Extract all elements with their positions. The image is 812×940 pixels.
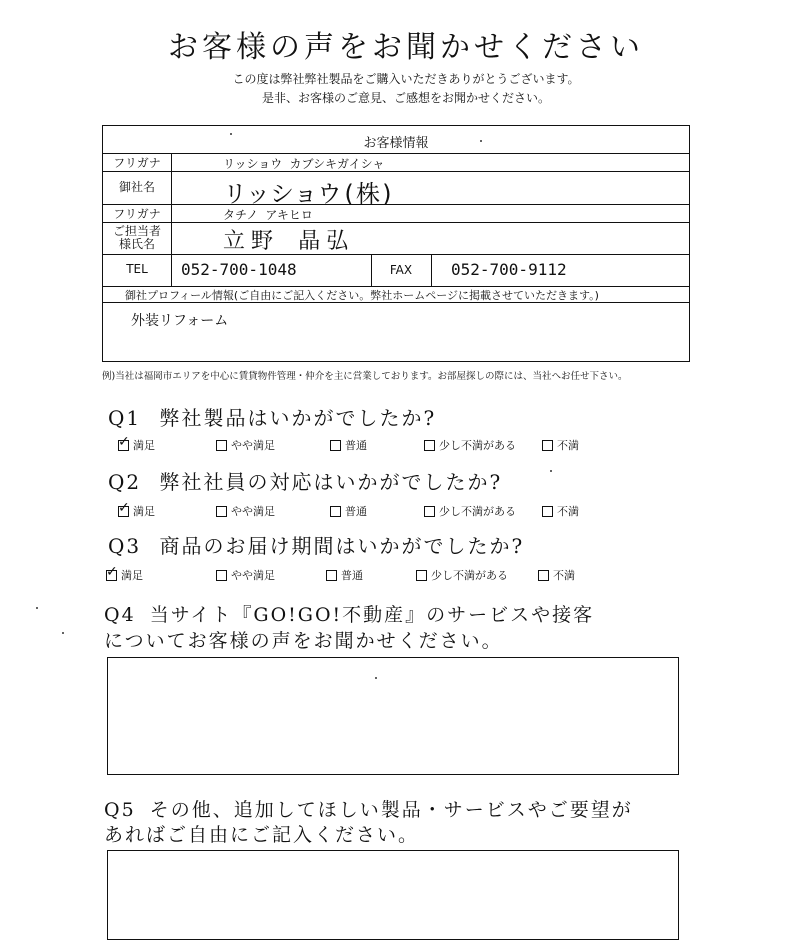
example-note: 例)当社は福岡市エリアを中心に賃貸物件管理・仲介を主に営業しております。お部屋探しの際には、当社へお任せ下さい。 <box>102 371 628 382</box>
profile-value[interactable]: 外装リフォーム <box>131 313 229 329</box>
person-label-1: ご担当者 <box>112 224 161 238</box>
q1-label: Q1 <box>108 406 142 430</box>
q1-option-2[interactable]: やや満足 <box>216 437 275 453</box>
company-furigana-label: フリガナ <box>113 156 161 170</box>
person-name-value[interactable]: 立野 晶弘 <box>223 229 355 254</box>
checkbox-checked[interactable] <box>118 506 129 517</box>
q5-line1: その他、追加してほしい製品・サービスやご要望が <box>149 799 633 821</box>
scan-speck <box>550 470 552 472</box>
scan-speck <box>375 677 377 679</box>
customer-info-header: お客様情報 <box>363 136 429 151</box>
q1-option-3[interactable]: 普通 <box>330 437 367 453</box>
q2-option-4[interactable]: 少し不満がある <box>424 503 516 519</box>
q3-label: Q3 <box>108 534 142 558</box>
q1-option-5[interactable]: 不満 <box>542 437 579 453</box>
person-label-2: 様氏名 <box>118 237 155 251</box>
checkbox[interactable] <box>216 506 227 517</box>
q4-answer-box[interactable] <box>107 657 679 775</box>
q4-label: Q4 <box>104 604 136 626</box>
checkbox[interactable] <box>542 440 553 451</box>
q5-heading <box>104 795 633 822</box>
checkbox-checked[interactable] <box>118 440 129 451</box>
checkbox[interactable] <box>216 570 227 581</box>
q3-heading <box>108 530 524 559</box>
fax-value[interactable]: 052-700-9112 <box>451 260 567 279</box>
scan-speck <box>230 133 232 135</box>
profile-label: 御社プロフィール情報(ご自由にご記入ください。弊社ホームページに掲載させていただきます。) <box>125 289 599 302</box>
q3-option-1[interactable]: ✓ 満足 <box>106 567 143 583</box>
q2-text: 弊社社員の対応はいかがでしたか? <box>159 470 503 494</box>
q1-option-4[interactable]: 少し不満がある <box>424 437 516 453</box>
checkbox[interactable] <box>330 506 341 517</box>
q2-heading <box>108 466 502 495</box>
q5-line2: あればご自由にご記入ください。 <box>104 824 420 846</box>
scan-speck <box>480 140 482 142</box>
q1-heading <box>108 402 436 431</box>
tel-label: TEL <box>126 262 148 276</box>
q5-label: Q5 <box>104 799 136 821</box>
q1-option-1[interactable]: ✓ 満足 <box>118 437 155 453</box>
q3-text: 商品のお届け期間はいかがでしたか? <box>159 534 525 558</box>
q2-option-3[interactable]: 普通 <box>330 503 367 519</box>
q3-option-3[interactable]: 普通 <box>326 567 363 583</box>
q1-text: 弊社製品はいかがでしたか? <box>159 406 437 430</box>
q2-options <box>118 503 638 517</box>
q3-option-2[interactable]: やや満足 <box>216 567 275 583</box>
checkbox[interactable] <box>424 506 435 517</box>
person-furigana-value[interactable]: タチノ アキヒロ <box>223 208 313 222</box>
checkbox[interactable] <box>216 440 227 451</box>
checkbox[interactable] <box>330 440 341 451</box>
tel-value[interactable]: 052-700-1048 <box>181 260 297 279</box>
company-label: 御社名 <box>118 180 155 194</box>
q2-option-5[interactable]: 不満 <box>542 503 579 519</box>
checkbox[interactable] <box>424 440 435 451</box>
q4-line1: 当サイト『GO!GO!不動産』のサービスや接客 <box>149 604 595 626</box>
scan-speck <box>62 632 64 634</box>
page-title: お客様の声をお聞かせください <box>168 30 644 65</box>
intro-line-1: この度は弊社弊社製品をご購入いただきありがとうございます。 <box>232 72 580 86</box>
q2-option-2[interactable]: やや満足 <box>216 503 275 519</box>
q2-option-1[interactable]: ✓ 満足 <box>118 503 155 519</box>
q2-label: Q2 <box>108 470 142 494</box>
checkbox[interactable] <box>542 506 553 517</box>
q1-options <box>118 437 638 451</box>
checkbox[interactable] <box>416 570 427 581</box>
checkbox-checked[interactable] <box>106 570 117 581</box>
customer-info-table <box>102 125 690 362</box>
company-name-value[interactable]: リッショウ(株) <box>223 180 395 208</box>
checkbox[interactable] <box>326 570 337 581</box>
q3-option-4[interactable]: 少し不満がある <box>416 567 508 583</box>
q3-options <box>106 567 638 581</box>
intro-line-2: 是非、お客様のご意見、ご感想をお聞かせください。 <box>261 91 550 105</box>
person-furigana-label: フリガナ <box>113 207 161 221</box>
q3-option-5[interactable]: 不満 <box>538 567 575 583</box>
checkbox[interactable] <box>538 570 549 581</box>
q5-answer-box[interactable] <box>107 850 679 940</box>
q4-heading <box>104 600 594 627</box>
scan-speck <box>36 607 38 609</box>
company-furigana-value[interactable]: リッショウ カブシキガイシャ <box>223 157 385 171</box>
fax-label: FAX <box>389 263 413 277</box>
q4-line2: についてお客様の声をお聞かせください。 <box>104 630 503 652</box>
